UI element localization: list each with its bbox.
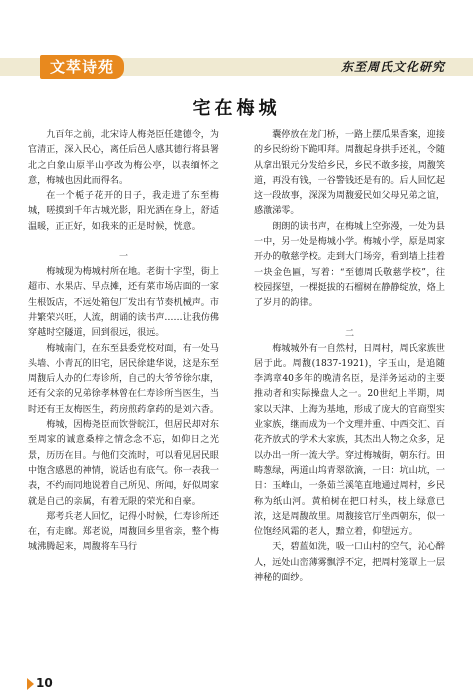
paragraph: 梅城南门，在东至县委党校对面，有一处马头墙、小青瓦的旧宅，居民徐建华说，这是东至周馥后人办的仁寿诊所，自己的大爷爷徐尔康，还有父亲的兄弟徐孝林曾在仁寿诊所当医生，当时还有王友梅医生，药房煎药拿药的是刘六香。 [28,343,219,415]
left-column [28,128,219,556]
paragraph: 囊停放在龙门桥，一路上摆瓜果香案，迎接的乡民纷纷下跪叩拜。周馥起身拱手还礼，令随从拿出银元分发给乡民，乡民不敢多接，周馥笑道，再没有钱，一谷警钱还是有的。后人回忆起这一段故事，深深为周馥爱民如父母兄弟之谊，感激涕零。 [254,130,445,217]
paragraph: 梅城，因梅尧臣而饮誉皖江，但居民却对东至周家的诚意桑梓之情念念不忘，如仰日之光景，历历在目。与他们交流时，可以看见居民眼中饱含感恩的神情，说话也有底气。你一表我一表，不约而同地说着自己所见、所闻，好似周家就是自己的亲属，有着无限的荣光和自豪。 [28,420,219,507]
paragraph: 天，碧蓝如洗，吸一口山村的空气，沁心醉人，远处山峦薄雾飘浮不定，把周村笼罩上一层神秘的面纱。 [254,542,445,584]
journal-name: 东至周氏文化研究 [340,60,445,74]
page-marker-icon [27,678,34,690]
section-label: 文萃诗苑 [40,55,124,79]
paragraph: 在一个栀子花开的日子，我走进了东至梅城，嗟摸到千年古城光影，阳光洒在身上，舒适温暖，正正好，如我来的正是时候，恍意。 [28,191,219,232]
right-column [254,128,445,586]
article-title: 宅在梅城 [192,98,281,119]
paragraph: 梅城现为梅城村所在地。老街十字型，街上超市、水果店、早点摊，还有菜市场店面的一家生根饭店，不远处箱包厂发出有节奏机械声。市井繁荣兴旺，人流，朗诵的读书声……让我仿佛穿越时空隧道，回到很远，很远。 [28,267,219,339]
paragraph: 郑考兵老人回忆，记得小时候，仁寿诊所还在，有走廊。郑老说，周馥回乡里省亲，整个梅城沸腾起来，周馥将车马行 [28,511,219,553]
paragraph: 梅城城外有一自然村，日周村，周氏家族世居于此。周馥(1837-1921)，字玉山，是追随李鸿章40多年的晚清名臣，是洋务运动的主要推动者和实际操盘人之一。20世纪上半期，周家以天津、上海为基地，形成了庞大的官商型实业家族，继而成为一个文理并重、中西交汇、百花齐放式的学术大家族，其杰出人物之众多，足以办出一所一流大学。穿过梅城街，朝东行。田畴葱绿，两道山坞青翠欲滴，一日：坑山坑，一日：玉峰山，一条茹兰溪笔直地通过周村，乡民称为纸山河。黄柏树在把口村头，枝上绿意已浓，这是周馥故里。周馥接官厅坐西朝东，似一位饱经风霜的老人，黯立着，仰望远方。 [254,343,445,538]
page-number: 10 [36,676,53,690]
section-number: 一 [118,252,128,263]
section-number: 二 [344,328,354,339]
paragraph: 九百年之前，北宋诗人梅尧臣任建德令，为官清正，深入民心，离任后邑人感其德行将县署北之白象山原半山亭改为梅公亭，以表缅怀之意，梅城也因此而得名。 [28,130,219,186]
paragraph: 朗朗的读书声，在梅城上空弥漫，一处为县一中，另一处是梅城小学。梅城小学，原是周家开办的敬慈学校。走到大门场旁，看到墙上挂着一块金色匾，写着：“至德周氏敬慈学校”，往校园探望，一棵挺拔的石榴树在静静绽放，烙上了岁月的韵律。 [254,221,445,309]
